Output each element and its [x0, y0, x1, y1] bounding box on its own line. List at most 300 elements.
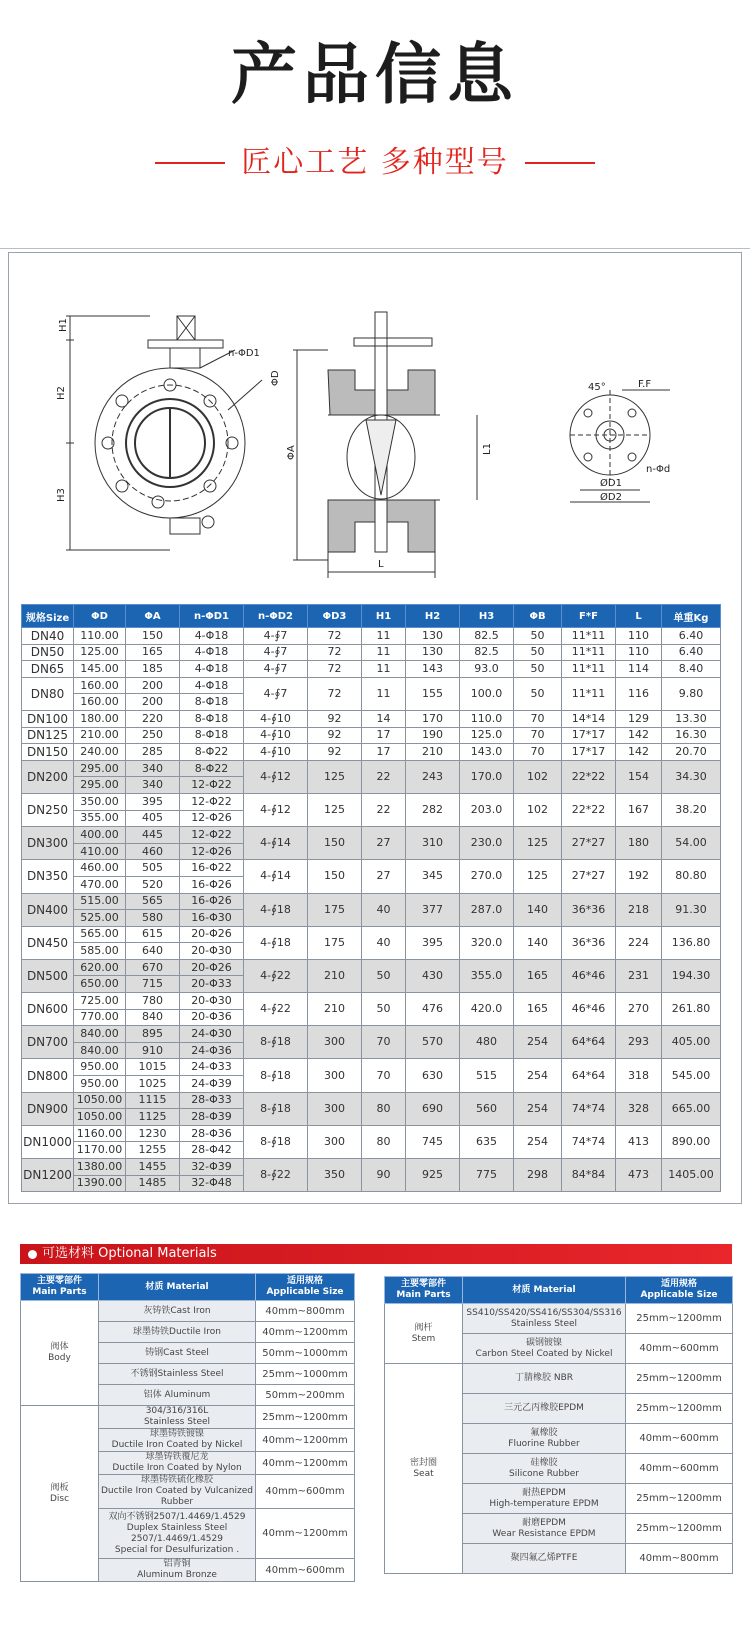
spec-cell: 175	[308, 926, 362, 959]
spec-cell: 27	[362, 827, 406, 860]
spec-cell: DN400	[22, 893, 74, 926]
optional-size-cell: 50mm~1000mm	[256, 1343, 355, 1364]
spec-cell: 84*84	[562, 1159, 616, 1192]
spec-cell: 24-Φ36	[180, 1042, 244, 1059]
spec-cell: 4-∮7	[244, 677, 308, 710]
spec-cell: 22*22	[562, 793, 616, 826]
spec-cell: 11*11	[562, 644, 616, 661]
spec-cell: 665.00	[662, 1092, 721, 1125]
spec-cell: 8-Φ22	[180, 744, 244, 761]
optional-materials-table-right	[384, 1276, 733, 1574]
spec-cell: 243	[406, 760, 460, 793]
spec-cell: 22	[362, 793, 406, 826]
spec-cell: 170	[406, 710, 460, 727]
spec-cell: 100.0	[460, 677, 514, 710]
spec-cell: 950.00	[74, 1076, 126, 1093]
spec-cell: 12-Φ22	[180, 793, 244, 810]
spec-cell: 11*11	[562, 628, 616, 645]
page-subtitle	[0, 140, 750, 186]
spec-cell: 28-Φ39	[180, 1109, 244, 1126]
spec-header-cell: ΦA	[126, 605, 180, 628]
spec-cell: DN800	[22, 1059, 74, 1092]
spec-cell: 8-Φ18	[180, 710, 244, 727]
spec-cell: 4-Φ18	[180, 628, 244, 645]
spec-cell: 17	[362, 744, 406, 761]
optional-material-cell: 硅橡胶 Silicone Rubber	[463, 1454, 626, 1484]
spec-cell: DN900	[22, 1092, 74, 1125]
spec-cell: 136.80	[662, 926, 721, 959]
spec-cell: 36*36	[562, 893, 616, 926]
spec-cell: 9.80	[662, 677, 721, 710]
spec-cell: 295.00	[74, 777, 126, 794]
optional-size-cell: 25mm~1200mm	[626, 1514, 733, 1544]
spec-cell: 285	[126, 744, 180, 761]
optional-material-cell: 铸钢Cast Steel	[99, 1343, 256, 1364]
spec-cell: 92	[308, 727, 362, 744]
optional-material-cell: 铝青铜 Aluminum Bronze	[99, 1559, 256, 1582]
spec-cell: 20-Φ30	[180, 993, 244, 1010]
spec-cell: 300	[308, 1125, 362, 1158]
spec-cell: 8-Φ18	[180, 694, 244, 711]
spec-cell: 8-∮18	[244, 1059, 308, 1092]
spec-row	[22, 926, 721, 943]
spec-cell: DN350	[22, 860, 74, 893]
spec-cell: 231	[616, 959, 662, 992]
spec-cell: 17*17	[562, 744, 616, 761]
spec-cell: 93.0	[460, 661, 514, 678]
optional-material-cell: 球墨铸铁覆尼龙 Ductile Iron Coated by Nylon	[99, 1452, 256, 1475]
spec-cell: 20.70	[662, 744, 721, 761]
spec-cell: DN100	[22, 710, 74, 727]
spec-cell: 4-∮22	[244, 993, 308, 1026]
spec-cell: 28-Φ36	[180, 1125, 244, 1142]
spec-cell: 54.00	[662, 827, 721, 860]
spec-cell: 142	[616, 727, 662, 744]
spec-cell: 17	[362, 727, 406, 744]
spec-cell: 114	[616, 661, 662, 678]
optional-size-cell: 50mm~200mm	[256, 1385, 355, 1406]
spec-cell: 40	[362, 926, 406, 959]
spec-cell: 6.40	[662, 628, 721, 645]
spec-cell: 210	[406, 744, 460, 761]
spec-cell: 4-∮10	[244, 744, 308, 761]
label-h2: H2	[56, 386, 67, 400]
spec-cell: DN700	[22, 1026, 74, 1059]
spec-cell: 125	[514, 860, 562, 893]
spec-cell: 50	[362, 959, 406, 992]
spec-cell: 13.30	[662, 710, 721, 727]
spec-cell: 50	[514, 677, 562, 710]
spec-cell: 445	[126, 827, 180, 844]
spec-cell: 142	[616, 744, 662, 761]
spec-cell: 460.00	[74, 860, 126, 877]
spec-header-cell: F*F	[562, 605, 616, 628]
spec-cell: 16-Φ26	[180, 876, 244, 893]
spec-cell: 254	[514, 1059, 562, 1092]
spec-cell: 110.0	[460, 710, 514, 727]
spec-cell: 125	[308, 760, 362, 793]
spec-cell: 318	[616, 1059, 662, 1092]
spec-cell: 1390.00	[74, 1175, 126, 1192]
spec-cell: 515.00	[74, 893, 126, 910]
spec-cell: 110	[616, 644, 662, 661]
spec-header-cell: 单重Kg	[662, 605, 721, 628]
spec-cell: 6.40	[662, 644, 721, 661]
spec-cell: 670	[126, 959, 180, 976]
spec-row	[22, 827, 721, 844]
spec-row	[22, 959, 721, 976]
spec-cell: 92	[308, 744, 362, 761]
spec-cell: 80	[362, 1125, 406, 1158]
spec-cell: 130	[406, 644, 460, 661]
spec-cell: 925	[406, 1159, 460, 1192]
spec-cell: 1405.00	[662, 1159, 721, 1192]
optional-material-cell: 灰铸铁Cast Iron	[99, 1301, 256, 1322]
spec-cell: 287.0	[460, 893, 514, 926]
spec-cell: 28-Φ33	[180, 1092, 244, 1109]
spec-cell: 715	[126, 976, 180, 993]
spec-cell: 155	[406, 677, 460, 710]
spec-cell: 14*14	[562, 710, 616, 727]
optional-material-cell: 球墨铸铁Ductile Iron	[99, 1322, 256, 1343]
spec-cell: 110	[616, 628, 662, 645]
spec-cell: 194.30	[662, 959, 721, 992]
optional-materials-table-left	[20, 1273, 355, 1582]
spec-cell: 11*11	[562, 677, 616, 710]
label-d1: ØD1	[600, 478, 622, 489]
spec-cell: 4-Φ18	[180, 677, 244, 694]
spec-cell: 20-Φ26	[180, 959, 244, 976]
spec-cell: 395	[126, 793, 180, 810]
spec-cell: 745	[406, 1125, 460, 1158]
spec-cell: DN1000	[22, 1125, 74, 1158]
spec-cell: 8-Φ18	[180, 727, 244, 744]
spec-cell: 143.0	[460, 744, 514, 761]
optional-header-row	[21, 1274, 355, 1301]
spec-cell: 175	[308, 893, 362, 926]
label-angle: 45°	[588, 382, 606, 393]
label-h3: H3	[56, 488, 67, 502]
spec-cell: 203.0	[460, 793, 514, 826]
upper-body	[328, 370, 375, 415]
spec-header-cell: H2	[406, 605, 460, 628]
optional-size-cell: 40mm~1200mm	[256, 1429, 355, 1452]
spec-cell: 4-∮10	[244, 727, 308, 744]
spec-cell: 129	[616, 710, 662, 727]
spec-cell: 405.00	[662, 1026, 721, 1059]
page-title: 产品信息	[231, 36, 519, 113]
spec-row	[22, 628, 721, 645]
spec-cell: 210.00	[74, 727, 126, 744]
spec-cell: DN200	[22, 760, 74, 793]
spec-cell: 24-Φ39	[180, 1076, 244, 1093]
spec-cell: 640	[126, 943, 180, 960]
spec-cell: 1255	[126, 1142, 180, 1159]
spec-cell: DN65	[22, 661, 74, 678]
optional-material-cell: 304/316/316L Stainless Steel	[99, 1406, 256, 1429]
label-nd: n-Φd	[646, 464, 671, 475]
spec-cell: 300	[308, 1026, 362, 1059]
spec-cell: 261.80	[662, 993, 721, 1026]
spec-cell: DN450	[22, 926, 74, 959]
spec-cell: 8.40	[662, 661, 721, 678]
spec-cell: 520	[126, 876, 180, 893]
optional-size-cell: 25mm~1000mm	[256, 1364, 355, 1385]
spec-cell: 8-∮22	[244, 1159, 308, 1192]
spec-cell: 70	[514, 744, 562, 761]
spec-cell: 91.30	[662, 893, 721, 926]
spec-cell: 355.00	[74, 810, 126, 827]
optional-size-cell: 25mm~1200mm	[626, 1394, 733, 1424]
spec-cell: 355.0	[460, 959, 514, 992]
spec-cell: 16.30	[662, 727, 721, 744]
optional-material-cell: 铝体 Aluminum	[99, 1385, 256, 1406]
spec-row	[22, 893, 721, 910]
spec-cell: 630	[406, 1059, 460, 1092]
spec-cell: 460	[126, 843, 180, 860]
spec-cell: 8-∮18	[244, 1026, 308, 1059]
spec-cell: 476	[406, 993, 460, 1026]
optional-material-cell: 球墨铸铁镀镍 Ductile Iron Coated by Nickel	[99, 1429, 256, 1452]
spec-cell: 32-Φ39	[180, 1159, 244, 1176]
spec-cell: 22	[362, 760, 406, 793]
spec-row	[22, 661, 721, 678]
spec-cell: DN250	[22, 793, 74, 826]
spec-row	[22, 1026, 721, 1043]
spec-cell: 1170.00	[74, 1142, 126, 1159]
spec-cell: 11	[362, 644, 406, 661]
spec-cell: 70	[514, 710, 562, 727]
spec-cell: 650.00	[74, 976, 126, 993]
spec-row	[22, 793, 721, 810]
spec-cell: 74*74	[562, 1125, 616, 1158]
spec-cell: 8-∮18	[244, 1125, 308, 1158]
spec-cell: 1015	[126, 1059, 180, 1076]
spec-cell: 8-∮18	[244, 1092, 308, 1125]
header-parts: 主要零部件 Main Parts	[385, 1277, 463, 1304]
spec-cell: 16-Φ22	[180, 860, 244, 877]
spec-cell: 230.0	[460, 827, 514, 860]
spec-cell: 300	[308, 1059, 362, 1092]
spec-cell: 270	[616, 993, 662, 1026]
spec-cell: 4-∮7	[244, 628, 308, 645]
spec-cell: 505	[126, 860, 180, 877]
spec-cell: 125	[308, 793, 362, 826]
spec-row	[22, 710, 721, 727]
spec-cell: 4-Φ18	[180, 644, 244, 661]
spec-cell: 8-Φ22	[180, 760, 244, 777]
spec-cell: 64*64	[562, 1026, 616, 1059]
optional-materials-title: 可选材料 Optional Materials	[42, 1246, 217, 1261]
spec-cell: 116	[616, 677, 662, 710]
spec-cell: 50	[514, 661, 562, 678]
spec-cell: 270.0	[460, 860, 514, 893]
spec-cell: 143	[406, 661, 460, 678]
spec-cell: 50	[514, 628, 562, 645]
spec-cell: 16-Φ26	[180, 893, 244, 910]
spec-row	[22, 1092, 721, 1109]
spec-cell: 254	[514, 1092, 562, 1125]
spec-cell: 34.30	[662, 760, 721, 793]
spec-cell: 12-Φ26	[180, 843, 244, 860]
spec-cell: 620.00	[74, 959, 126, 976]
spec-cell: 72	[308, 628, 362, 645]
spec-cell: 350	[308, 1159, 362, 1192]
spec-cell: 27	[362, 860, 406, 893]
spec-cell: DN40	[22, 628, 74, 645]
optional-size-cell: 40mm~1200mm	[256, 1452, 355, 1475]
spec-cell: 70	[362, 1026, 406, 1059]
spec-cell: 36*36	[562, 926, 616, 959]
spec-cell: 210	[308, 959, 362, 992]
spec-cell: 775	[460, 1159, 514, 1192]
spec-cell: DN1200	[22, 1159, 74, 1192]
optional-part-cell: 阀杆 Stem	[385, 1304, 463, 1364]
spec-cell: 110.00	[74, 628, 126, 645]
optional-part-cell: 阀体 Body	[21, 1301, 99, 1406]
spec-cell: 615	[126, 926, 180, 943]
subtitle-text: 匠心工艺 多种型号	[241, 145, 509, 180]
spec-cell: 27*27	[562, 827, 616, 860]
optional-part-cell: 密封圈 Seat	[385, 1364, 463, 1574]
spec-cell: 32-Φ48	[180, 1175, 244, 1192]
spec-cell: 90	[362, 1159, 406, 1192]
spec-cell: 224	[616, 926, 662, 959]
spec-cell: 4-Φ18	[180, 661, 244, 678]
label-a: ΦA	[286, 445, 297, 460]
spec-cell: 4-∮7	[244, 661, 308, 678]
spec-cell: 24-Φ33	[180, 1059, 244, 1076]
spec-row	[22, 993, 721, 1010]
spec-cell: 480	[460, 1026, 514, 1059]
spec-cell: 420.0	[460, 993, 514, 1026]
spec-cell: 254	[514, 1125, 562, 1158]
spec-cell: 565.00	[74, 926, 126, 943]
spec-cell: 150	[308, 827, 362, 860]
label-l1: L1	[482, 443, 493, 455]
header-material: 材质 Material	[463, 1277, 626, 1304]
spec-cell: 218	[616, 893, 662, 926]
spec-cell: 102	[514, 760, 562, 793]
top-plate	[148, 340, 223, 348]
optional-size-cell: 40mm~600mm	[626, 1454, 733, 1484]
spec-row	[22, 744, 721, 761]
spec-cell: 154	[616, 760, 662, 793]
spec-cell: 20-Φ33	[180, 976, 244, 993]
spec-cell: 50	[514, 644, 562, 661]
spec-cell: 328	[616, 1092, 662, 1125]
spec-cell: 28-Φ42	[180, 1142, 244, 1159]
spec-cell: 570	[406, 1026, 460, 1059]
spec-cell: 12-Φ26	[180, 810, 244, 827]
spec-cell: 165	[514, 959, 562, 992]
optional-material-cell: 聚四氟乙烯PTFE	[463, 1544, 626, 1574]
spec-cell: 4-∮18	[244, 926, 308, 959]
spec-cell: 150	[126, 628, 180, 645]
spec-cell: 22*22	[562, 760, 616, 793]
spec-cell: 192	[616, 860, 662, 893]
spec-row	[22, 677, 721, 694]
spec-cell: 410.00	[74, 843, 126, 860]
optional-material-cell: 三元乙丙橡胶EPDM	[463, 1394, 626, 1424]
spec-cell: 220	[126, 710, 180, 727]
spec-cell: 1050.00	[74, 1092, 126, 1109]
spec-cell: 4-∮14	[244, 860, 308, 893]
label-l: L	[378, 559, 384, 570]
spec-cell: 1455	[126, 1159, 180, 1176]
spec-cell: 4-∮10	[244, 710, 308, 727]
spec-cell: 377	[406, 893, 460, 926]
spec-cell: 72	[308, 677, 362, 710]
spec-cell: 11	[362, 628, 406, 645]
spec-cell: 254	[514, 1026, 562, 1059]
optional-row	[21, 1301, 355, 1322]
spec-table	[21, 604, 721, 1192]
spec-cell: 165	[514, 993, 562, 1026]
spec-cell: 46*46	[562, 959, 616, 992]
spec-cell: 1050.00	[74, 1109, 126, 1126]
spec-cell: 413	[616, 1125, 662, 1158]
spec-cell: 38.20	[662, 793, 721, 826]
spec-cell: 430	[406, 959, 460, 992]
spec-cell: 190	[406, 727, 460, 744]
spec-row	[22, 1125, 721, 1142]
spec-cell: 1115	[126, 1092, 180, 1109]
spec-cell: 70	[362, 1059, 406, 1092]
optional-size-cell: 25mm~1200mm	[626, 1484, 733, 1514]
spec-cell: 17*17	[562, 727, 616, 744]
spec-header-cell: ΦD	[74, 605, 126, 628]
optional-material-cell: SS410/SS420/SS416/SS304/SS316 Stainless Steel	[463, 1304, 626, 1334]
spec-cell: 185	[126, 661, 180, 678]
header-parts: 主要零部件 Main Parts	[21, 1274, 99, 1301]
spec-header-cell: ΦB	[514, 605, 562, 628]
spec-cell: 895	[126, 1026, 180, 1043]
spec-cell: 515	[460, 1059, 514, 1092]
spec-cell: 560	[460, 1092, 514, 1125]
optional-material-cell: 球墨铸铁硫化橡胶 Ductile Iron Coated by Vulcanized Rubber	[99, 1475, 256, 1509]
spec-cell: 525.00	[74, 910, 126, 927]
spec-cell: 72	[308, 644, 362, 661]
spec-cell: DN500	[22, 959, 74, 992]
spec-cell: 140	[514, 926, 562, 959]
spec-cell: 320.0	[460, 926, 514, 959]
spec-cell: 12-Φ22	[180, 827, 244, 844]
spec-cell: 200	[126, 694, 180, 711]
optional-size-cell: 40mm~800mm	[626, 1544, 733, 1574]
spec-cell: 20-Φ26	[180, 926, 244, 943]
bottom-boss	[170, 518, 200, 534]
spec-cell: 180	[616, 827, 662, 860]
spec-cell: 11	[362, 677, 406, 710]
spec-cell: 200	[126, 677, 180, 694]
spec-cell: 310	[406, 827, 460, 860]
optional-size-cell: 40mm~600mm	[256, 1475, 355, 1509]
spec-cell: 16-Φ30	[180, 910, 244, 927]
spec-cell: 282	[406, 793, 460, 826]
spec-cell: 125.0	[460, 727, 514, 744]
spec-cell: 910	[126, 1042, 180, 1059]
spec-header-cell: H1	[362, 605, 406, 628]
optional-size-cell: 25mm~1200mm	[256, 1406, 355, 1429]
label-ff: F.F	[638, 379, 652, 390]
bullet-icon	[28, 1250, 37, 1259]
spec-cell: 167	[616, 793, 662, 826]
spec-cell: 4-∮12	[244, 760, 308, 793]
optional-size-cell: 25mm~1200mm	[626, 1364, 733, 1394]
spec-cell: 180.00	[74, 710, 126, 727]
optional-size-cell: 40mm~1200mm	[256, 1509, 355, 1559]
